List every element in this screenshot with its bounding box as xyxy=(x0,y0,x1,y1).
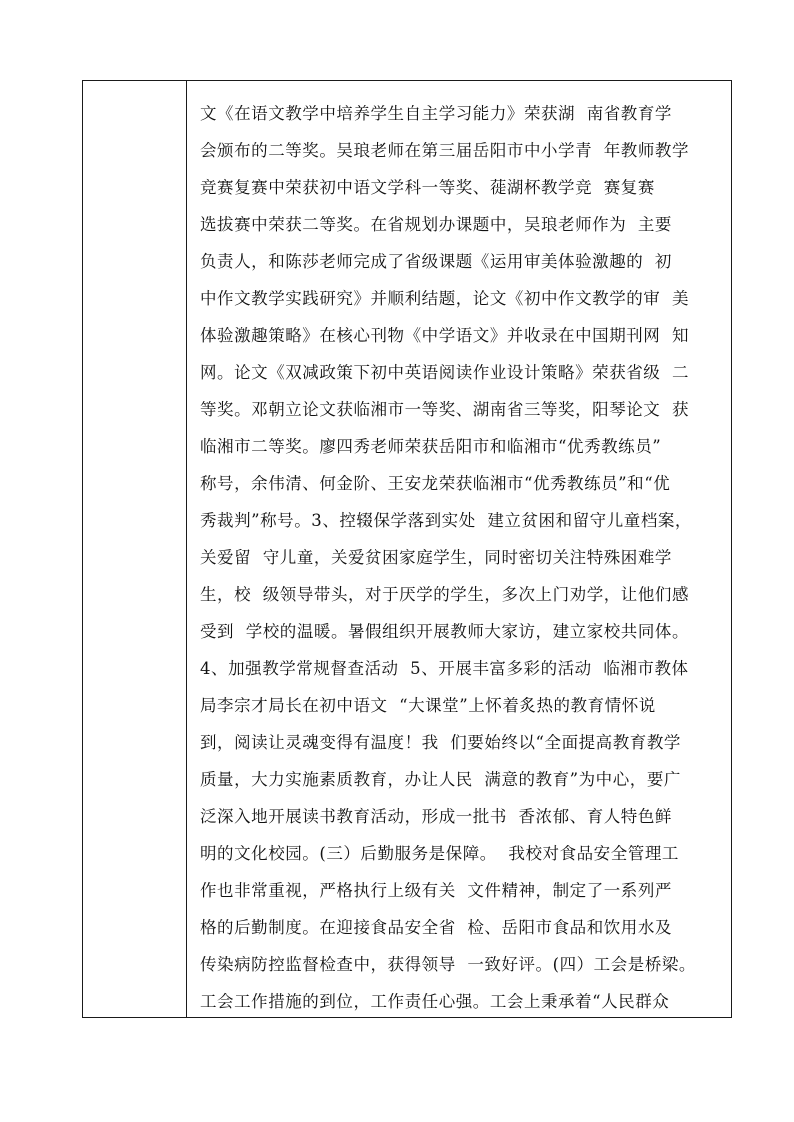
text-line: 关爱留 守儿童，关爱贫困家庭学生，同时密切关注特殊困难学 xyxy=(200,548,672,567)
text-line: 竞赛复赛中荣获初中语文学科一等奖、蓰湖杯教学竞 赛复赛 xyxy=(200,178,655,197)
table-content-cell xyxy=(187,81,731,1017)
table-left-cell xyxy=(83,81,187,1017)
text-line: 作也非常重视，严格执行上级有关 文件精神，制定了一系列严 xyxy=(200,881,672,900)
text-line: 临湘市二等奖。廖四秀老师荣获岳阳市和临湘市“优秀教练员” xyxy=(200,437,662,456)
text-line: 质量，大力实施素质教育，办让人民 满意的教育”为中心，要广 xyxy=(200,770,681,789)
text-line: 明的文化校园。(三）后勤服务是保障。 我校对食品安全管理工 xyxy=(200,844,679,863)
document-table xyxy=(82,80,732,1018)
text-line: 等奖。邓朝立论文获临湘市一等奖、湖南省三等奖，阳琴论文 获 xyxy=(200,400,689,419)
text-line: 文《在语文教学中培养学生自主学习能力》荣获湖 南省教育学 xyxy=(200,104,672,123)
text-line: 格的后勤制度。在迎接食品安全省 检、岳阳市食品和饮用水及 xyxy=(200,918,672,937)
text-line: 体验激趣策略》在核心刊物《中学语文》并收录在中国期刊网 知 xyxy=(200,326,689,345)
text-line: 受到 学校的温暖。暑假组织开展教师大家访，建立家校共同体。 xyxy=(200,622,689,641)
text-line: 中作文教学实践研究》并顺利结题，论文《初中作文教学的审 美 xyxy=(200,289,689,308)
text-line: 秀裁判”称号。3、控辍保学落到实处 建立贫困和留守儿童档案， xyxy=(200,511,692,530)
text-line: 泛深入地开展读书教育活动，形成一批书 香浓郁、育人特色鲜 xyxy=(200,807,672,826)
text-line: 负责人，和陈莎老师完成了省级课题《运用审美体验激趣的 初 xyxy=(200,252,672,271)
text-line: 称号，余伟清、何金阶、王安龙荣获临湘市“优秀教练员”和“优 xyxy=(200,474,671,493)
text-line: 局李宗才局长在初中语文 “大课堂”上怀着炙热的教育情怀说 xyxy=(200,696,656,715)
text-line: 选拔赛中荣获二等奖。在省规划办课题中，吴琅老师作为 主要 xyxy=(200,215,672,234)
text-line: 生，校 级领导带头，对于厌学的学生，多次上门劝学，让他们感 xyxy=(200,585,689,604)
text-line: 4、加强教学常规督查活动 5、开展丰富多彩的活动 临湘市教体 xyxy=(200,659,689,678)
text-line: 工会工作措施的到位，工作责任心强。工会上秉承着“人民群众 xyxy=(200,992,670,1011)
text-line: 到，阅读让灵魂变得有温度！我 们要始终以“全面提高教育教学 xyxy=(200,733,681,752)
text-line: 传染病防控监督检查中，获得领导 一致好评。(四）工会是桥梁。 xyxy=(200,955,696,974)
text-line: 会颁布的二等奖。吴琅老师在第三届岳阳市中小学青 年教师教学 xyxy=(200,141,689,160)
text-line: 网。论文《双减政策下初中英语阅读作业设计策略》荣获省级 二 xyxy=(200,363,689,382)
